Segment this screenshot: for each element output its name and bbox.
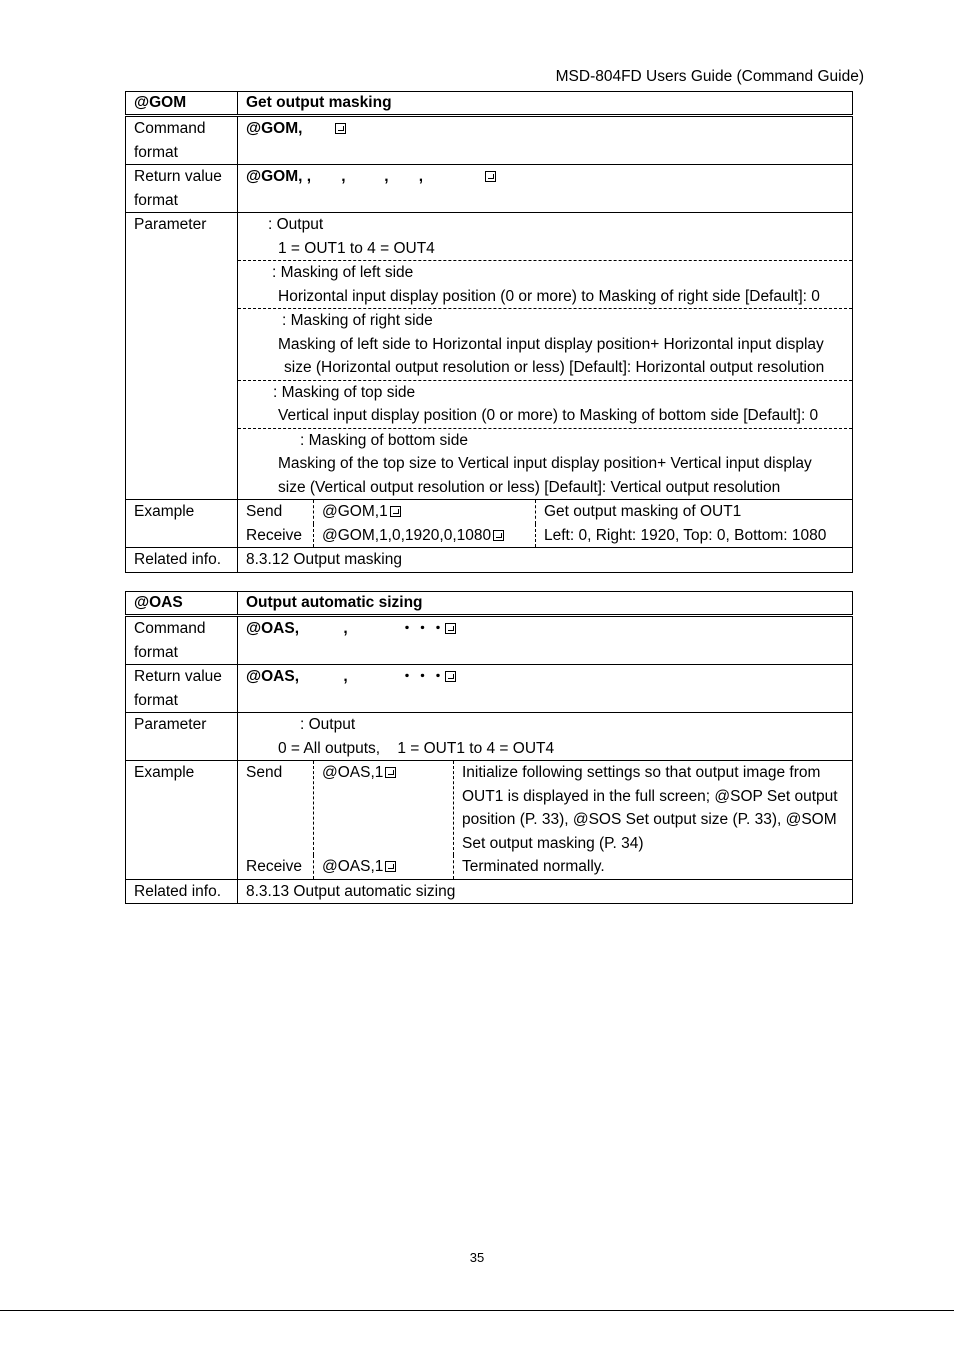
param-desc: 1 = OUT1 to 4 = OUT4 [278,239,435,257]
return-key-icon [390,506,401,517]
gom-code: @GOM [126,92,238,116]
oas-return-format-cell [238,665,853,713]
gom-return-format: @GOM, [246,168,303,185]
gom-example-cell [238,500,853,548]
oas-related-label: Related info. [126,879,238,904]
footer-divider [0,1310,954,1311]
gom-param-top [238,381,852,429]
example-send-note: Get output masking of OUT1 [535,500,852,524]
gom-return-commas: , , , , [306,168,424,185]
example-send-cmd: @OAS,1 [313,761,453,855]
oas-related-info: 8.3.13 Output automatic sizing [238,879,853,904]
oas-return-format: @OAS, [246,668,300,685]
param-desc: Masking of the top size to Vertical input display position+ Vertical input display [278,455,812,472]
example-send-note: Initialize following settings so that output image from OUT1 is displayed in the full screen; @SOP Set output position (P. 33), @SOS Set output size (P. 33), @SOM Set output masking (P. 34) [453,761,852,855]
param-desc: size (Horizontal output resolution or less) [Default]: Horizontal output resolution [284,359,825,376]
example-send-label: Send [246,764,283,781]
gom-command-format-cell [238,116,853,165]
gom-command-format: @GOM, [246,120,303,137]
gom-example-row [126,500,853,548]
example-receive-cmd: @GOM,1,0,1920,0,1080 [313,524,535,548]
gom-related-row [126,548,853,573]
gom-parameter-cell [238,213,853,500]
param-name: : Masking of bottom side [300,431,468,449]
param-desc: Masking of left side to Horizontal input display position+ Horizontal input display [278,335,824,353]
oas-code: @OAS [126,592,238,616]
gom-command-format-label: Command format [126,116,238,165]
example-receive-note: Left: 0, Right: 1920, Top: 0, Bottom: 1080 [535,524,852,548]
return-key-icon [493,530,504,541]
oas-parameter-label: Parameter [126,713,238,761]
example-receive-note: Terminated normally. [453,855,852,879]
oas-example-label: Example [126,761,238,880]
page-number: 35 [469,1250,485,1265]
gom-header-row [126,92,853,116]
param-name: : Masking of right side [282,312,433,329]
gom-return-format-row [126,165,853,213]
gom-name: Get output masking [238,92,853,116]
example-receive-label: Receive [246,526,302,544]
gom-param-right [238,309,852,381]
oas-format-tail: , ・・・ [343,620,446,637]
gom-command-table [125,91,853,573]
param-desc: Horizontal input display position (0 or more) to Masking of right side [Default]: 0 [278,287,820,305]
gom-return-format-label: Return value format [126,165,238,213]
return-key-icon [385,861,396,872]
param-desc: Vertical input display position (0 or more) to Masking of bottom side [Default]: 0 [278,407,819,424]
gom-parameter-row [126,213,853,500]
example-receive-label: Receive [246,858,302,875]
return-key-icon [385,767,396,778]
gom-param-left [238,261,852,309]
oas-command-format-row [126,616,853,665]
gom-param-output [238,213,852,261]
oas-param-output [238,713,852,760]
oas-return-format-row [126,665,853,713]
oas-parameter-cell [238,713,853,761]
gom-related-label: Related info. [126,548,238,573]
gom-param-bottom [238,429,852,500]
oas-example-cell [238,761,853,880]
oas-command-table [125,591,853,904]
gom-related-info: 8.3.12 Output masking [238,548,853,573]
param-name: : Masking of left side [272,264,414,281]
param-desc: size (Vertical output resolution or less) [Default]: Vertical output resolution [278,478,781,496]
return-key-icon [485,171,496,182]
oas-return-format-label: Return value format [126,665,238,713]
return-key-icon [445,671,456,682]
return-key-icon [445,623,456,634]
return-key-icon [335,123,346,134]
gom-command-format-row [126,116,853,165]
gom-parameter-label: Parameter [126,213,238,500]
oas-example-row [126,761,853,880]
param-name: : Masking of top side [273,383,416,401]
oas-command-format-label: Command format [126,616,238,665]
oas-command-format: @OAS, [246,620,300,637]
oas-format-tail: , ・・・ [343,668,446,685]
param-desc: 0 = All outputs, 1 = OUT1 to 4 = OUT4 [278,739,555,757]
example-send-label: Send [246,503,283,520]
document-header-title: MSD-804FD Users Guide (Command Guide) [555,68,864,85]
gom-example-label: Example [126,500,238,548]
oas-related-row [126,879,853,904]
oas-header-row [126,592,853,616]
param-name: : Output [268,216,324,233]
oas-parameter-row [126,713,853,761]
example-receive-cmd: @OAS,1 [313,855,453,879]
gom-return-format-cell [238,165,853,213]
example-send-cmd: @GOM,1 [313,500,535,524]
oas-name: Output automatic sizing [238,592,853,616]
param-name: : Output [300,716,356,733]
oas-command-format-cell [238,616,853,665]
